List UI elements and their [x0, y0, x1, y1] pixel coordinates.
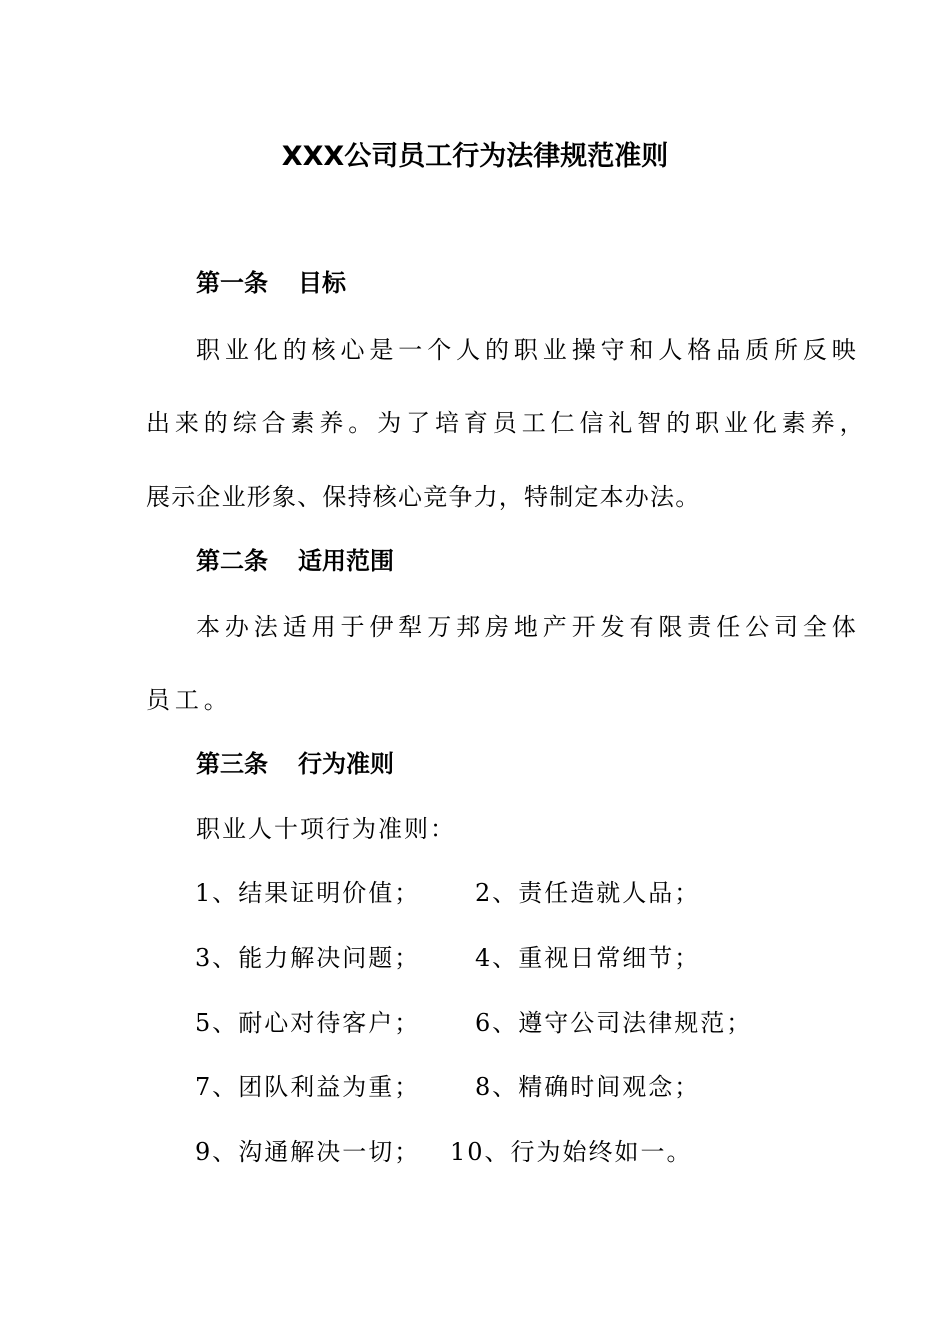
article-1-line-2: 出来的综合素养。为了培育员工仁信礼智的职业化素养，	[146, 409, 869, 437]
article-3-number: 第三条	[196, 750, 268, 778]
list-item: 7、团队利益为重；	[195, 1073, 421, 1101]
list-item: 3、能力解决问题；	[195, 944, 421, 972]
article-2-line-2: 员工。	[146, 686, 233, 714]
article-1-heading	[196, 268, 346, 298]
list-item-row	[195, 1137, 693, 1167]
list-item-row	[195, 943, 701, 973]
article-1-line-1: 职业化的核心是一个人的职业操守和人格品质所反映	[196, 336, 861, 364]
article-2-line-1: 本办法适用于伊犁万邦房地产开发有限责任公司全体	[196, 613, 861, 641]
list-item: 4、重视日常细节；	[475, 944, 701, 972]
article-1-number: 第一条	[196, 269, 268, 297]
article-3-heading	[196, 749, 394, 779]
article-1-line-3: 展示企业形象、保持核心竞争力，特制定本办法。	[146, 483, 701, 511]
list-item-row	[195, 1008, 753, 1038]
article-2-heading	[196, 546, 394, 576]
list-item: 2、责任造就人品；	[475, 879, 701, 907]
list-item: 5、耐心对待客户；	[195, 1009, 421, 1037]
article-2-number: 第二条	[196, 547, 268, 575]
article-3-intro: 职业人十项行为准则：	[196, 815, 456, 843]
list-item: 8、精确时间观念；	[475, 1073, 701, 1101]
list-item: 10、行为始终如一。	[450, 1138, 693, 1166]
article-2-title: 适用范围	[298, 547, 394, 575]
article-3-title: 行为准则	[298, 750, 394, 778]
list-item: 9、沟通解决一切；	[195, 1138, 421, 1166]
list-item: 6、遵守公司法律规范；	[475, 1009, 753, 1037]
list-item: 1、结果证明价值；	[195, 879, 421, 907]
document-title: XXX公司员工行为法律规范准则	[281, 141, 669, 172]
article-1-title: 目标	[298, 269, 346, 297]
list-item-row	[195, 878, 701, 908]
list-item-row	[195, 1072, 701, 1102]
